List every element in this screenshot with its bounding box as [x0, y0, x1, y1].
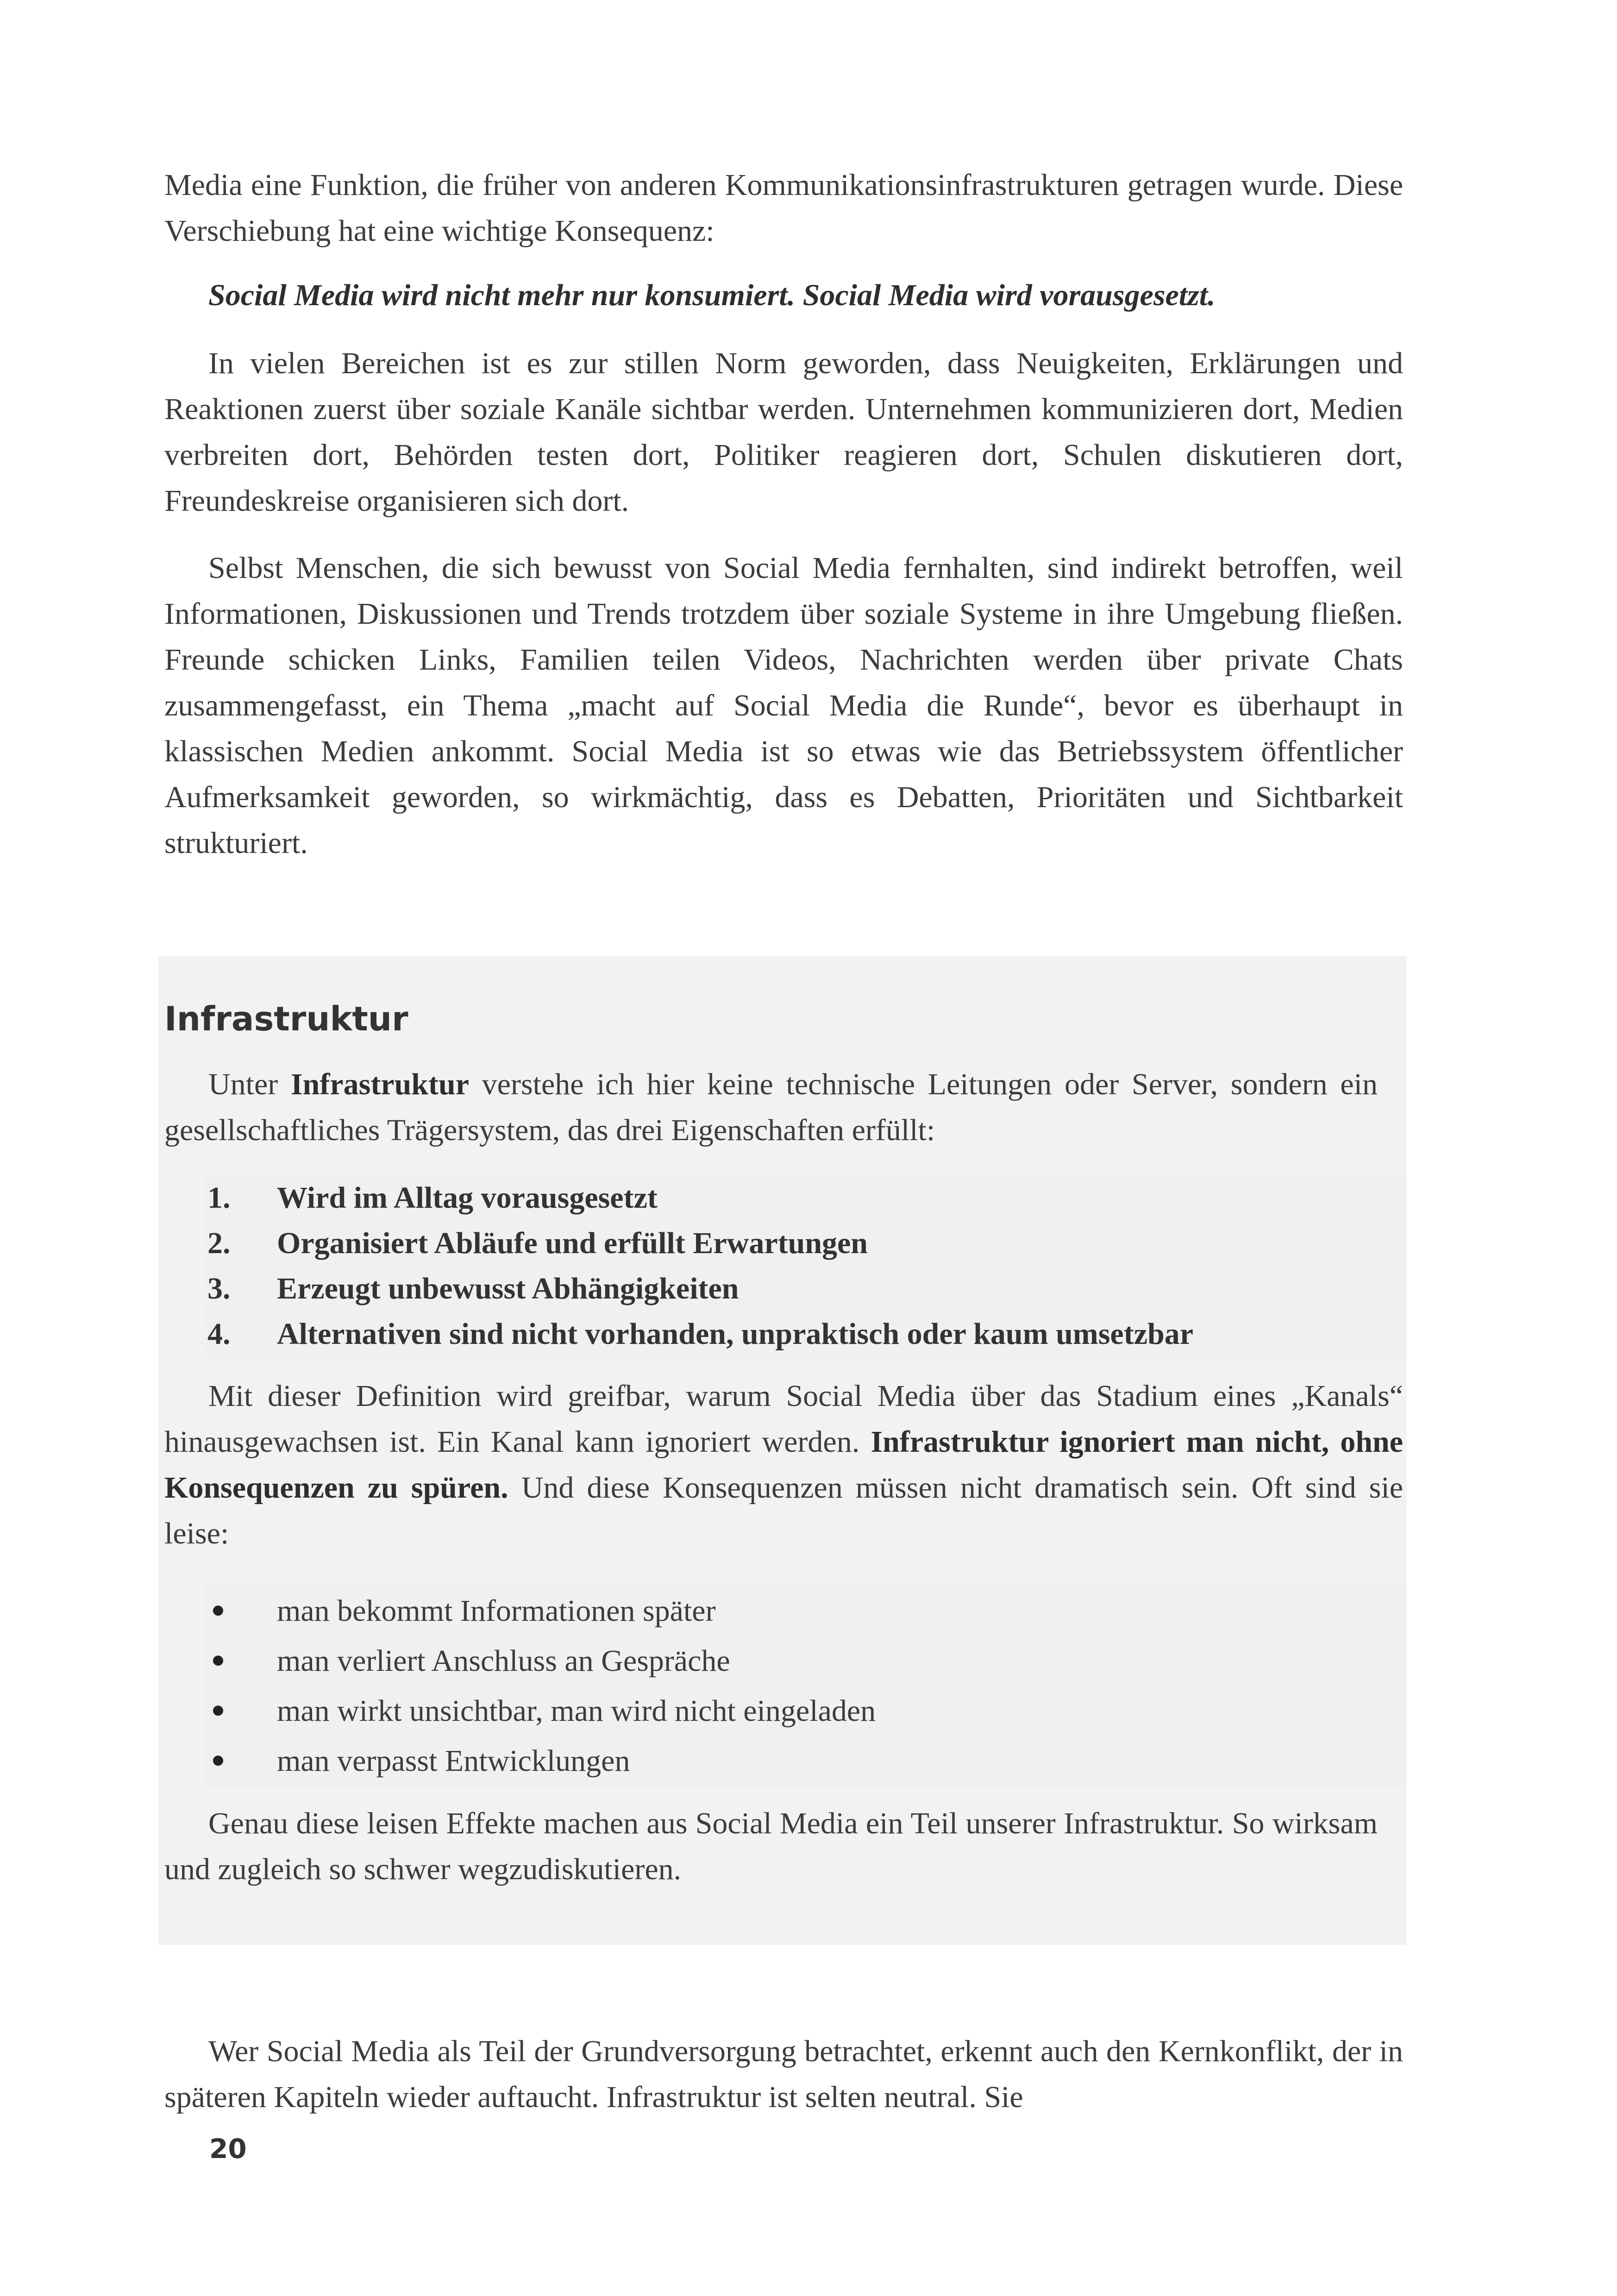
- paragraph-grundversorgung: Wer Social Media als Teil der Grundversorgung betrachtet, erkennt auch den Kernkonflikt, der in späteren Kapiteln wieder auftaucht. Infrastruktur ist selten neutral. Sie: [164, 2034, 1403, 2114]
- lead-statement: Social Media wird nicht mehr nur konsumiert. Social Media wird vorausgesetzt.: [208, 278, 1216, 312]
- definition-paragraph: [164, 1373, 1403, 1556]
- list-text: man wirkt unsichtbar, man wird nicht eingeladen: [277, 1694, 876, 1728]
- page-number: 20: [209, 2133, 247, 2164]
- bullet-icon: [213, 1606, 223, 1616]
- list-item: [203, 1636, 1398, 1686]
- intro-text-before: Unter: [208, 1067, 291, 1101]
- paragraph-norm: In vielen Bereichen ist es zur stillen Norm geworden, dass Neuigkeiten, Erklärungen und Reaktionen zuerst über soziale Kanäle sichtbar werden. Unternehmen kommunizieren dort, Medien verbreiten dort, Behörden testen dort, Politiker reagieren dort, Schulen diskutieren dort, Freundeskreise organisieren sich dort.: [164, 346, 1403, 518]
- definition-text-after: Und diese Konsequenzen müssen nicht dramatisch sein. Oft sind sie leise:: [164, 1471, 1403, 1550]
- list-number: 4.: [207, 1317, 231, 1351]
- definition-text-before: Mit dieser Definition wird greifbar, warum Social Media über das Stadium eines „Kanals“ hinausgewachsen ist. Ein Kanal kann ignoriert werden.: [164, 1379, 1403, 1459]
- list-item: [203, 1686, 1398, 1736]
- list-text: man bekommt Informationen später: [277, 1594, 716, 1628]
- list-text: Erzeugt unbewusst Abhängigkeiten: [277, 1272, 739, 1305]
- paragraph-continuation: Media eine Funktion, die früher von anderen Kommunikationsinfrastrukturen getragen wurde. Diese Verschiebung hat eine wichtige Konsequenz:: [164, 168, 1403, 248]
- list-number: 2.: [207, 1226, 231, 1260]
- list-item: [203, 1586, 1398, 1636]
- list-item: [203, 1266, 1398, 1311]
- infobox-heading: Infrastruktur: [164, 999, 408, 1038]
- list-text: man verpasst Entwicklungen: [277, 1744, 630, 1778]
- list-text: Alternativen sind nicht vorhanden, unpraktisch oder kaum umsetzbar: [277, 1317, 1194, 1351]
- bullet-icon: [213, 1756, 223, 1766]
- list-number: 1.: [207, 1181, 231, 1215]
- bullet-icon: [213, 1706, 223, 1716]
- bullet-icon: [213, 1656, 223, 1666]
- consequences-bullet-list: [203, 1586, 1398, 1786]
- infobox-intro: [164, 1061, 1378, 1153]
- list-text: Wird im Alltag vorausgesetzt: [277, 1181, 658, 1215]
- properties-numbered-list: [203, 1175, 1398, 1357]
- intro-text-after: verstehe ich hier keine technische Leitungen oder Server, sondern ein gesellschaftliches Trägersystem, das drei Eigenschaften erfüllt:: [164, 1067, 1378, 1147]
- list-number: 3.: [207, 1272, 231, 1305]
- list-item: [203, 1175, 1398, 1221]
- list-text: Organisiert Abläufe und erfüllt Erwartungen: [277, 1226, 868, 1260]
- definition-emphasis: Infrastruktur ignoriert man nicht, ohne Konsequenzen zu spüren.: [164, 1425, 1403, 1505]
- infobox-closing: Genau diese leisen Effekte machen aus Social Media ein Teil unserer Infrastruktur. So wirksam und zugleich so schwer wegzudiskutieren.: [164, 1807, 1378, 1886]
- list-item: [203, 1736, 1398, 1786]
- paragraph-indirect: Selbst Menschen, die sich bewusst von Social Media fernhalten, sind indirekt betroffen, weil Informationen, Diskussionen und Trends trotzdem über soziale Systeme in ihre Umgebung fließen. Freunde schicken Links, Familien teilen Videos, Nachrichten werden über private Chats zusammengefasst, ein Thema „macht auf Social Media die Runde“, bevor es überhaupt in klassischen Medien ankommt. Social Media ist so etwas wie das Betriebssystem öffentlicher Aufmerksamkeit geworden, so wirkmächtig, dass es Debatten, Prioritäten und Sichtbarkeit strukturiert.: [164, 551, 1403, 860]
- list-item: [203, 1311, 1398, 1357]
- intro-term: Infrastruktur: [290, 1067, 469, 1101]
- list-item: [203, 1221, 1398, 1266]
- list-text: man verliert Anschluss an Gespräche: [277, 1644, 730, 1678]
